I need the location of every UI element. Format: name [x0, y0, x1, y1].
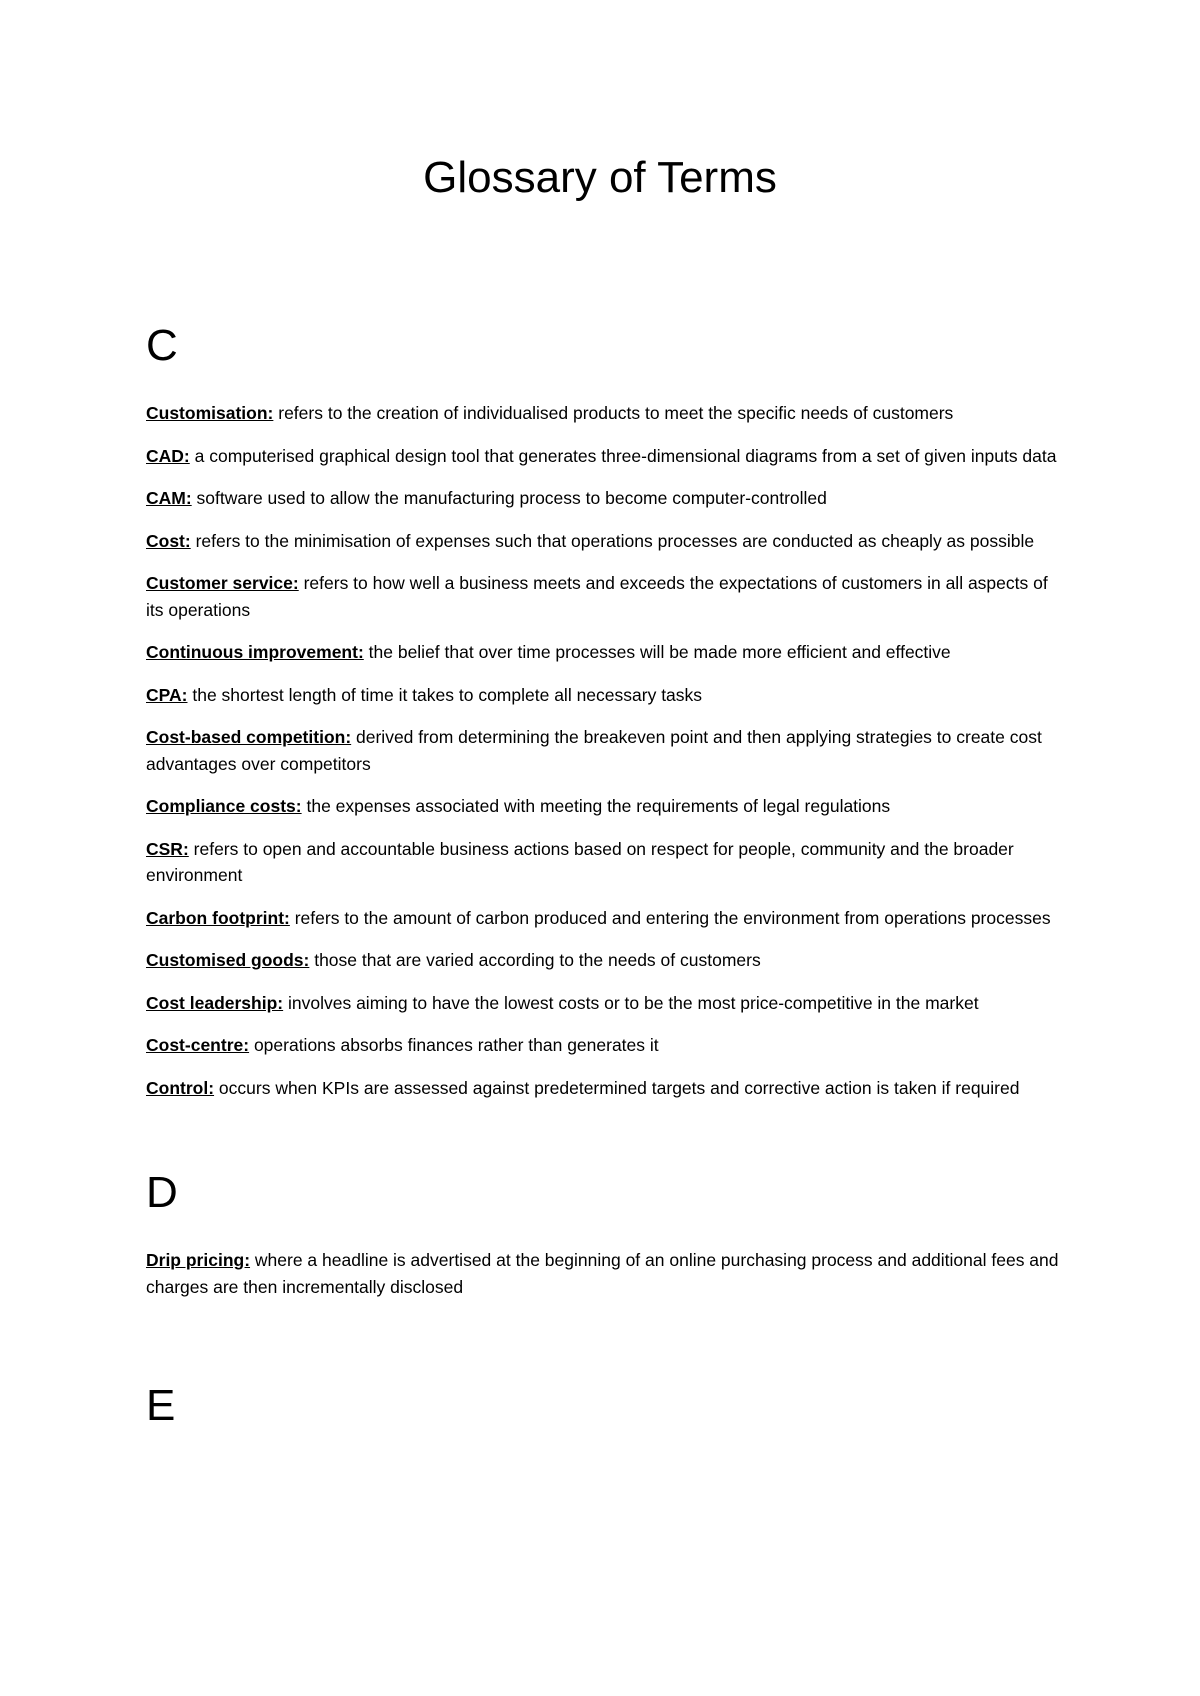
entry-definition: operations absorbs finances rather than generates it [249, 1035, 659, 1055]
glossary-section-c [146, 318, 1066, 1101]
glossary-entry [146, 528, 1066, 555]
entry-term: CSR: [146, 838, 189, 859]
entry-term: CAM: [146, 488, 192, 508]
entry-definition: refers to the creation of individualised products to meet the specific needs of customers [273, 403, 954, 423]
entry-definition: refers to the amount of carbon produced and entering the environment from operations processes [289, 907, 1051, 928]
entry-definition: those that are varied according to the needs of customers [309, 950, 761, 970]
entry-term: Control: [146, 1077, 215, 1098]
entry-definition: derived from determining the breakeven point and then applying strategies to create cost advantages over competitors [146, 727, 1042, 774]
entry-definition: involves aiming to have the lowest costs or to be the most price-competitive in the market [283, 992, 979, 1013]
entry-term: Customisation: [146, 403, 274, 423]
section-letter-e: E [146, 1381, 176, 1430]
glossary-entry [146, 947, 1066, 974]
entry-definition: software used to allow the manufacturing process to become computer-controlled [191, 488, 827, 508]
entry-list-d [146, 1247, 1066, 1300]
entry-definition: occurs when KPIs are assessed against predetermined targets and corrective action is taken if required [214, 1077, 1020, 1098]
entry-term: Continuous improvement: [146, 642, 364, 662]
entry-definition: refers to how well a business meets and exceeds the expectations of customers in all aspects of its operations [146, 573, 1048, 620]
glossary-entry [146, 793, 1066, 820]
glossary-entry [146, 1075, 1066, 1102]
entry-definition: refers to open and accountable business actions based on respect for people, community and the broader environment [146, 838, 1014, 885]
glossary-entry [146, 905, 1066, 932]
section-letter-c: C [146, 321, 178, 370]
entry-definition: the expenses associated with meeting the requirements of legal regulations [301, 796, 891, 816]
entry-term: Cost leadership: [146, 992, 284, 1013]
glossary-entry [146, 724, 1066, 777]
section-letter-d: D [146, 1168, 178, 1217]
glossary-entry [146, 639, 1066, 666]
entry-term: Cost-based competition: [146, 727, 352, 747]
glossary-section-d [146, 1165, 1066, 1300]
entry-list-c [146, 400, 1066, 1101]
glossary-entry [146, 1032, 1066, 1059]
glossary-content [146, 318, 1066, 1460]
entry-term: Customer service: [146, 573, 299, 593]
glossary-section-e [146, 1378, 1066, 1434]
entry-definition: the belief that over time processes will be made more efficient and effective [363, 642, 951, 662]
page-title: Glossary of Terms [423, 153, 777, 202]
entry-term: Carbon footprint: [146, 907, 290, 928]
entry-term: Cost: [146, 530, 191, 551]
entry-definition: the shortest length of time it takes to complete all necessary tasks [187, 684, 703, 705]
glossary-entry [146, 836, 1066, 889]
glossary-entry [146, 682, 1066, 709]
glossary-entry [146, 1247, 1066, 1300]
entry-term: Cost-centre: [146, 1035, 250, 1055]
glossary-entry [146, 570, 1066, 623]
entry-term: Customised goods: [146, 950, 310, 970]
entry-definition: refers to the minimisation of expenses such that operations processes are conducted as cheaply as possible [190, 530, 1035, 551]
glossary-entry [146, 485, 1066, 512]
glossary-entry [146, 990, 1066, 1017]
entry-term: Compliance costs: [146, 796, 302, 816]
entry-term: CPA: [146, 684, 188, 705]
entry-term: Drip pricing: [146, 1250, 251, 1270]
glossary-entry [146, 400, 1066, 427]
entry-term: CAD: [146, 445, 190, 466]
glossary-entry [146, 443, 1066, 470]
entry-definition: where a headline is advertised at the beginning of an online purchasing process and additional fees and charges are then incrementally disclosed [146, 1250, 1059, 1297]
entry-definition: a computerised graphical design tool that generates three-dimensional diagrams from a set of given inputs data [189, 445, 1057, 466]
